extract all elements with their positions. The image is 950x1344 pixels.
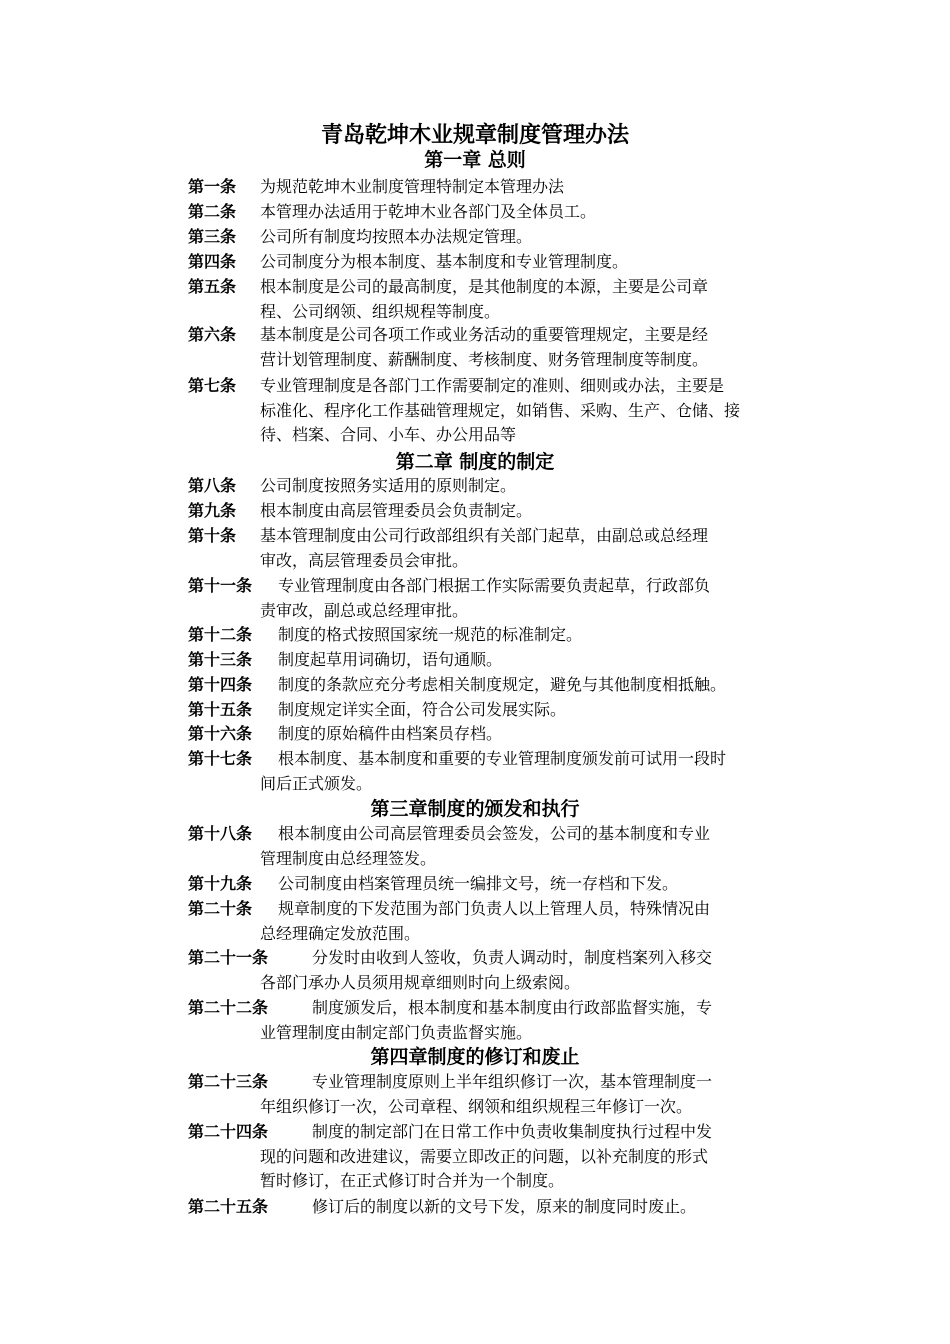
article-text: 总经理确定发放范围。 <box>260 923 421 943</box>
article <box>188 698 810 723</box>
article-number: 第十五条 <box>188 700 253 719</box>
chapter-heading: 第三章制度的颁发和执行 <box>370 798 580 820</box>
article-number: 第二十五条 <box>188 1197 269 1216</box>
article <box>188 1070 810 1119</box>
article-number: 第九条 <box>188 501 237 520</box>
article-text: 各部门承办人员须用规章细则时向上级索阅。 <box>260 972 581 992</box>
article <box>188 250 810 275</box>
article-text: 公司制度按照务实适用的原则制定。 <box>260 476 517 495</box>
article <box>188 200 810 225</box>
article <box>188 275 810 324</box>
article-text: 制度的原始稿件由档案员存档。 <box>278 724 503 743</box>
article-number: 第十八条 <box>188 824 253 843</box>
article-text: 根本制度由高层管理委员会负责制定。 <box>260 501 533 520</box>
article-number: 第八条 <box>188 476 237 495</box>
article-text: 专业管理制度原则上半年组织修订一次，基本管理制度一 <box>312 1072 713 1091</box>
article <box>188 996 810 1045</box>
article-number: 第十条 <box>188 526 237 545</box>
article-text: 制度的制定部门在日常工作中负责收集制度执行过程中发 <box>312 1122 713 1141</box>
article <box>188 225 810 250</box>
article <box>188 822 810 871</box>
article-text: 现的问题和改进建议，需要立即改正的问题，以补充制度的形式 <box>260 1146 709 1166</box>
article <box>188 499 810 524</box>
article-number: 第十六条 <box>188 724 253 743</box>
article-number: 第十七条 <box>188 749 253 768</box>
article <box>188 722 810 747</box>
article-number: 第二条 <box>188 202 237 221</box>
article-text: 分发时由收到人签收，负责人调动时，制度档案列入移交 <box>312 948 713 967</box>
article <box>188 1120 810 1194</box>
article-text: 公司所有制度均按照本办法规定管理。 <box>260 227 533 246</box>
chapter-heading: 第四章制度的修订和废止 <box>370 1046 580 1068</box>
article <box>188 574 810 623</box>
article <box>188 1195 810 1220</box>
chapter-heading: 第二章 制度的制定 <box>395 451 555 473</box>
article-text: 制度的格式按照国家统一规范的标准制定。 <box>278 625 583 644</box>
article <box>188 673 810 698</box>
article-text: 专业管理制度是各部门工作需要制定的准则、细则或办法，主要是 <box>260 376 725 395</box>
article-text: 制度的条款应充分考虑相关制度规定，避免与其他制度相抵触。 <box>278 675 727 694</box>
article-text: 修订后的制度以新的文号下发，原来的制度同时废止。 <box>312 1197 697 1216</box>
article-text: 公司制度分为根本制度、基本制度和专业管理制度。 <box>260 252 629 271</box>
document-title: 青岛乾坤木业规章制度管理办法 <box>320 122 629 148</box>
article <box>188 374 810 448</box>
article-number: 第三条 <box>188 227 237 246</box>
article-text: 暂时修订，在正式修订时合并为一个制度。 <box>260 1171 565 1190</box>
article-text: 程、公司纲领、组织规程等制度。 <box>260 301 501 321</box>
article-number: 第一条 <box>188 177 237 196</box>
article-text: 年组织修订一次，公司章程、纲领和组织规程三年修订一次。 <box>260 1096 693 1116</box>
article-text: 业管理制度由制定部门负责监督实施。 <box>260 1022 533 1042</box>
article-text: 为规范乾坤木业制度管理特制定本管理办法 <box>260 177 565 196</box>
article-text: 间后正式颁发。 <box>260 773 373 793</box>
article-number: 第六条 <box>188 325 237 344</box>
article-number: 第二十二条 <box>188 998 269 1017</box>
article-text: 管理制度由总经理签发。 <box>260 848 437 868</box>
article-text: 制度规定详实全面，符合公司发展实际。 <box>278 700 567 719</box>
article-number: 第十二条 <box>188 625 253 644</box>
article-number: 第十三条 <box>188 650 253 669</box>
article-text: 规章制度的下发范围为部门负责人以上管理人员，特殊情况由 <box>278 899 711 918</box>
article <box>188 623 810 648</box>
article <box>188 323 810 372</box>
article-text: 专业管理制度由各部门根据工作实际需要负责起草，行政部负 <box>278 576 711 595</box>
article-text: 根本制度由公司高层管理委员会签发，公司的基本制度和专业 <box>278 824 711 843</box>
article <box>188 524 810 573</box>
article <box>188 474 810 499</box>
article <box>188 872 810 897</box>
article-number: 第十九条 <box>188 874 253 893</box>
article <box>188 747 810 796</box>
article-number: 第二十三条 <box>188 1072 269 1091</box>
article-text: 标准化、程序化工作基础管理规定，如销售、采购、生产、仓储、接 <box>260 400 741 420</box>
article <box>188 175 810 200</box>
article-number: 第十一条 <box>188 576 253 595</box>
article-text: 制度起草用词确切，语句通顺。 <box>278 650 503 669</box>
article-text: 根本制度是公司的最高制度，是其他制度的本源，主要是公司章 <box>260 277 709 296</box>
article-number: 第四条 <box>188 252 237 271</box>
article-text: 审改，高层管理委员会审批。 <box>260 550 469 570</box>
article-text: 根本制度、基本制度和重要的专业管理制度颁发前可试用一段时 <box>278 749 727 768</box>
article-number: 第二十一条 <box>188 948 269 967</box>
article-text: 待、档案、合同、小车、办公用品等 <box>260 425 517 444</box>
article-number: 第二十四条 <box>188 1122 269 1141</box>
article-number: 第七条 <box>188 376 237 395</box>
article-text: 基本制度是公司各项工作或业务活动的重要管理规定，主要是经 <box>260 325 709 344</box>
article-text: 营计划管理制度、薪酬制度、考核制度、财务管理制度等制度。 <box>260 349 709 369</box>
article-number: 第二十条 <box>188 899 253 918</box>
article <box>188 648 810 673</box>
article-text: 公司制度由档案管理员统一编排文号，统一存档和下发。 <box>278 874 679 893</box>
article-text: 制度颁发后，根本制度和基本制度由行政部监督实施，专 <box>312 998 713 1017</box>
article <box>188 897 810 946</box>
article-text: 责审改，副总或总经理审批。 <box>260 600 469 620</box>
chapter-heading: 第一章 总则 <box>424 149 526 171</box>
article-text: 本管理办法适用于乾坤木业各部门及全体员工。 <box>260 202 597 221</box>
article-number: 第五条 <box>188 277 237 296</box>
article-text: 基本管理制度由公司行政部组织有关部门起草，由副总或总经理 <box>260 526 709 545</box>
article <box>188 946 810 995</box>
article-number: 第十四条 <box>188 675 253 694</box>
